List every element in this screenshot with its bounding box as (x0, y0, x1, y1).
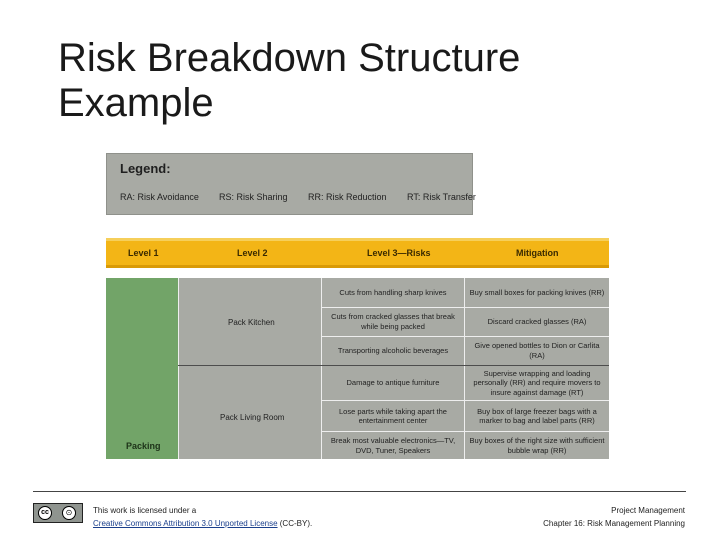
legend-item-risk-transfer: RT: Risk Transfer (407, 192, 476, 202)
footer-chapter-title: Chapter 16: Risk Management Planning (543, 519, 685, 528)
cc-by-license-icon[interactable] (33, 503, 83, 523)
legend-item-risk-reduction: RR: Risk Reduction (308, 192, 387, 202)
footer-divider (33, 491, 686, 492)
mitigation-cell: Give opened bottles to Dion or Carlita (RA) (474, 341, 600, 360)
risk-cell: Transporting alcoholic beverages (337, 345, 449, 355)
mitigation-cell: Buy boxes of the right size with sufficient bubble wrap (RR) (469, 436, 605, 455)
header-mitigation: Mitigation (516, 248, 559, 258)
table-header (106, 238, 609, 268)
license-notice (93, 504, 312, 530)
legend-item-risk-avoidance: RA: Risk Avoidance (120, 192, 199, 202)
header-level-1: Level 1 (128, 248, 159, 258)
column-divider (178, 278, 179, 459)
header-level-3-risks: Level 3—Risks (367, 248, 431, 258)
mitigation-cell: Discard cracked glasses (RA) (487, 316, 587, 326)
level-1-column (106, 278, 178, 459)
risk-cell: Lose parts while taking apart the entertainment center (339, 406, 447, 425)
slide-title (58, 36, 678, 126)
footer-source (543, 504, 685, 530)
license-suffix: (CC-BY). (277, 519, 313, 528)
risk-cell: Cuts from handling sharp knives (339, 287, 447, 297)
attribution-icon: ⊙ (62, 506, 76, 520)
level-1-label: Packing (126, 441, 161, 451)
risk-table (106, 278, 609, 459)
risk-cell: Break most valuable electronics—TV, DVD, Tuner, Speakers (330, 436, 456, 455)
header-level-2: Level 2 (237, 248, 268, 258)
legend-title: Legend: (120, 161, 171, 176)
license-prefix: This work is licensed under a (93, 506, 197, 515)
mitigation-cell: Buy box of large freezer bags with a marker to bag and label parts (RR) (477, 406, 597, 425)
footer-course-title: Project Management (611, 506, 685, 515)
cc-icon: cc (38, 506, 52, 520)
slide-title-line-2: Example (58, 81, 214, 125)
level-2-label-pack-living-room: Pack Living Room (220, 413, 285, 422)
legend-item-risk-sharing: RS: Risk Sharing (219, 192, 288, 202)
level-2-label-pack-kitchen: Pack Kitchen (228, 318, 275, 327)
license-line (93, 517, 312, 530)
mitigation-cell: Buy small boxes for packing knives (RR) (469, 287, 605, 297)
legend-box (106, 153, 476, 215)
risk-breakdown-figure (106, 153, 611, 459)
risk-cell: Cuts from cracked glasses that break while being packed (331, 312, 455, 331)
risk-cell: Damage to antique furniture (346, 378, 440, 388)
mitigation-cell: Supervise wrapping and loading personally (RR) and require movers to insure against damage (RT) (473, 368, 601, 397)
license-link[interactable]: Creative Commons Attribution 3.0 Unported License (93, 519, 278, 528)
slide-title-line-1: Risk Breakdown Structure (58, 36, 521, 80)
